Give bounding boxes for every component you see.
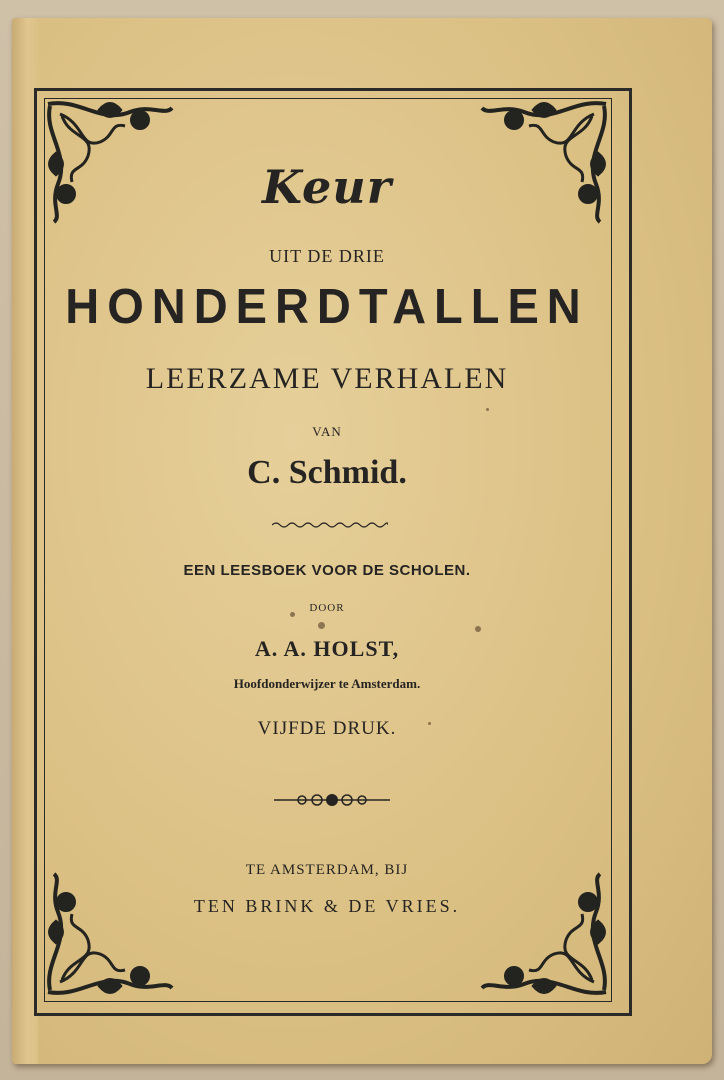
center-ornament-icon <box>272 790 392 810</box>
foxing-spot <box>486 408 489 411</box>
main-title: HONDERDTALLEN <box>65 277 589 334</box>
author-name: C. Schmid. <box>247 454 407 491</box>
uit-de-drie-line: UIT DE DRIE <box>269 246 385 266</box>
publisher-name: TEN BRINK & DE VRIES. <box>193 896 461 916</box>
subtitle: LEERZAME VERHALEN <box>145 362 509 395</box>
edition-line: VIJFDE DRUK. <box>257 718 397 739</box>
keur-heading: Keur <box>262 160 392 214</box>
foxing-spot <box>290 612 295 617</box>
foxing-spot <box>475 626 481 632</box>
leesboek-line: EEN LEESBOEK VOOR DE SCHOLEN. <box>183 562 471 579</box>
floral-corner-ornament-icon <box>40 872 180 1002</box>
van-line: VAN <box>312 424 342 439</box>
editor-role: Hoofdonderwijzer te Amsterdam. <box>233 676 421 691</box>
foxing-spot <box>318 622 325 629</box>
floral-corner-ornament-icon <box>474 872 614 1002</box>
wavy-rule-icon <box>272 520 388 530</box>
publication-place: TE AMSTERDAM, BIJ <box>245 862 409 878</box>
editor-name: A. A. HOLST, <box>254 636 400 661</box>
door-line: DOOR <box>309 602 345 614</box>
foxing-spot <box>428 722 431 725</box>
